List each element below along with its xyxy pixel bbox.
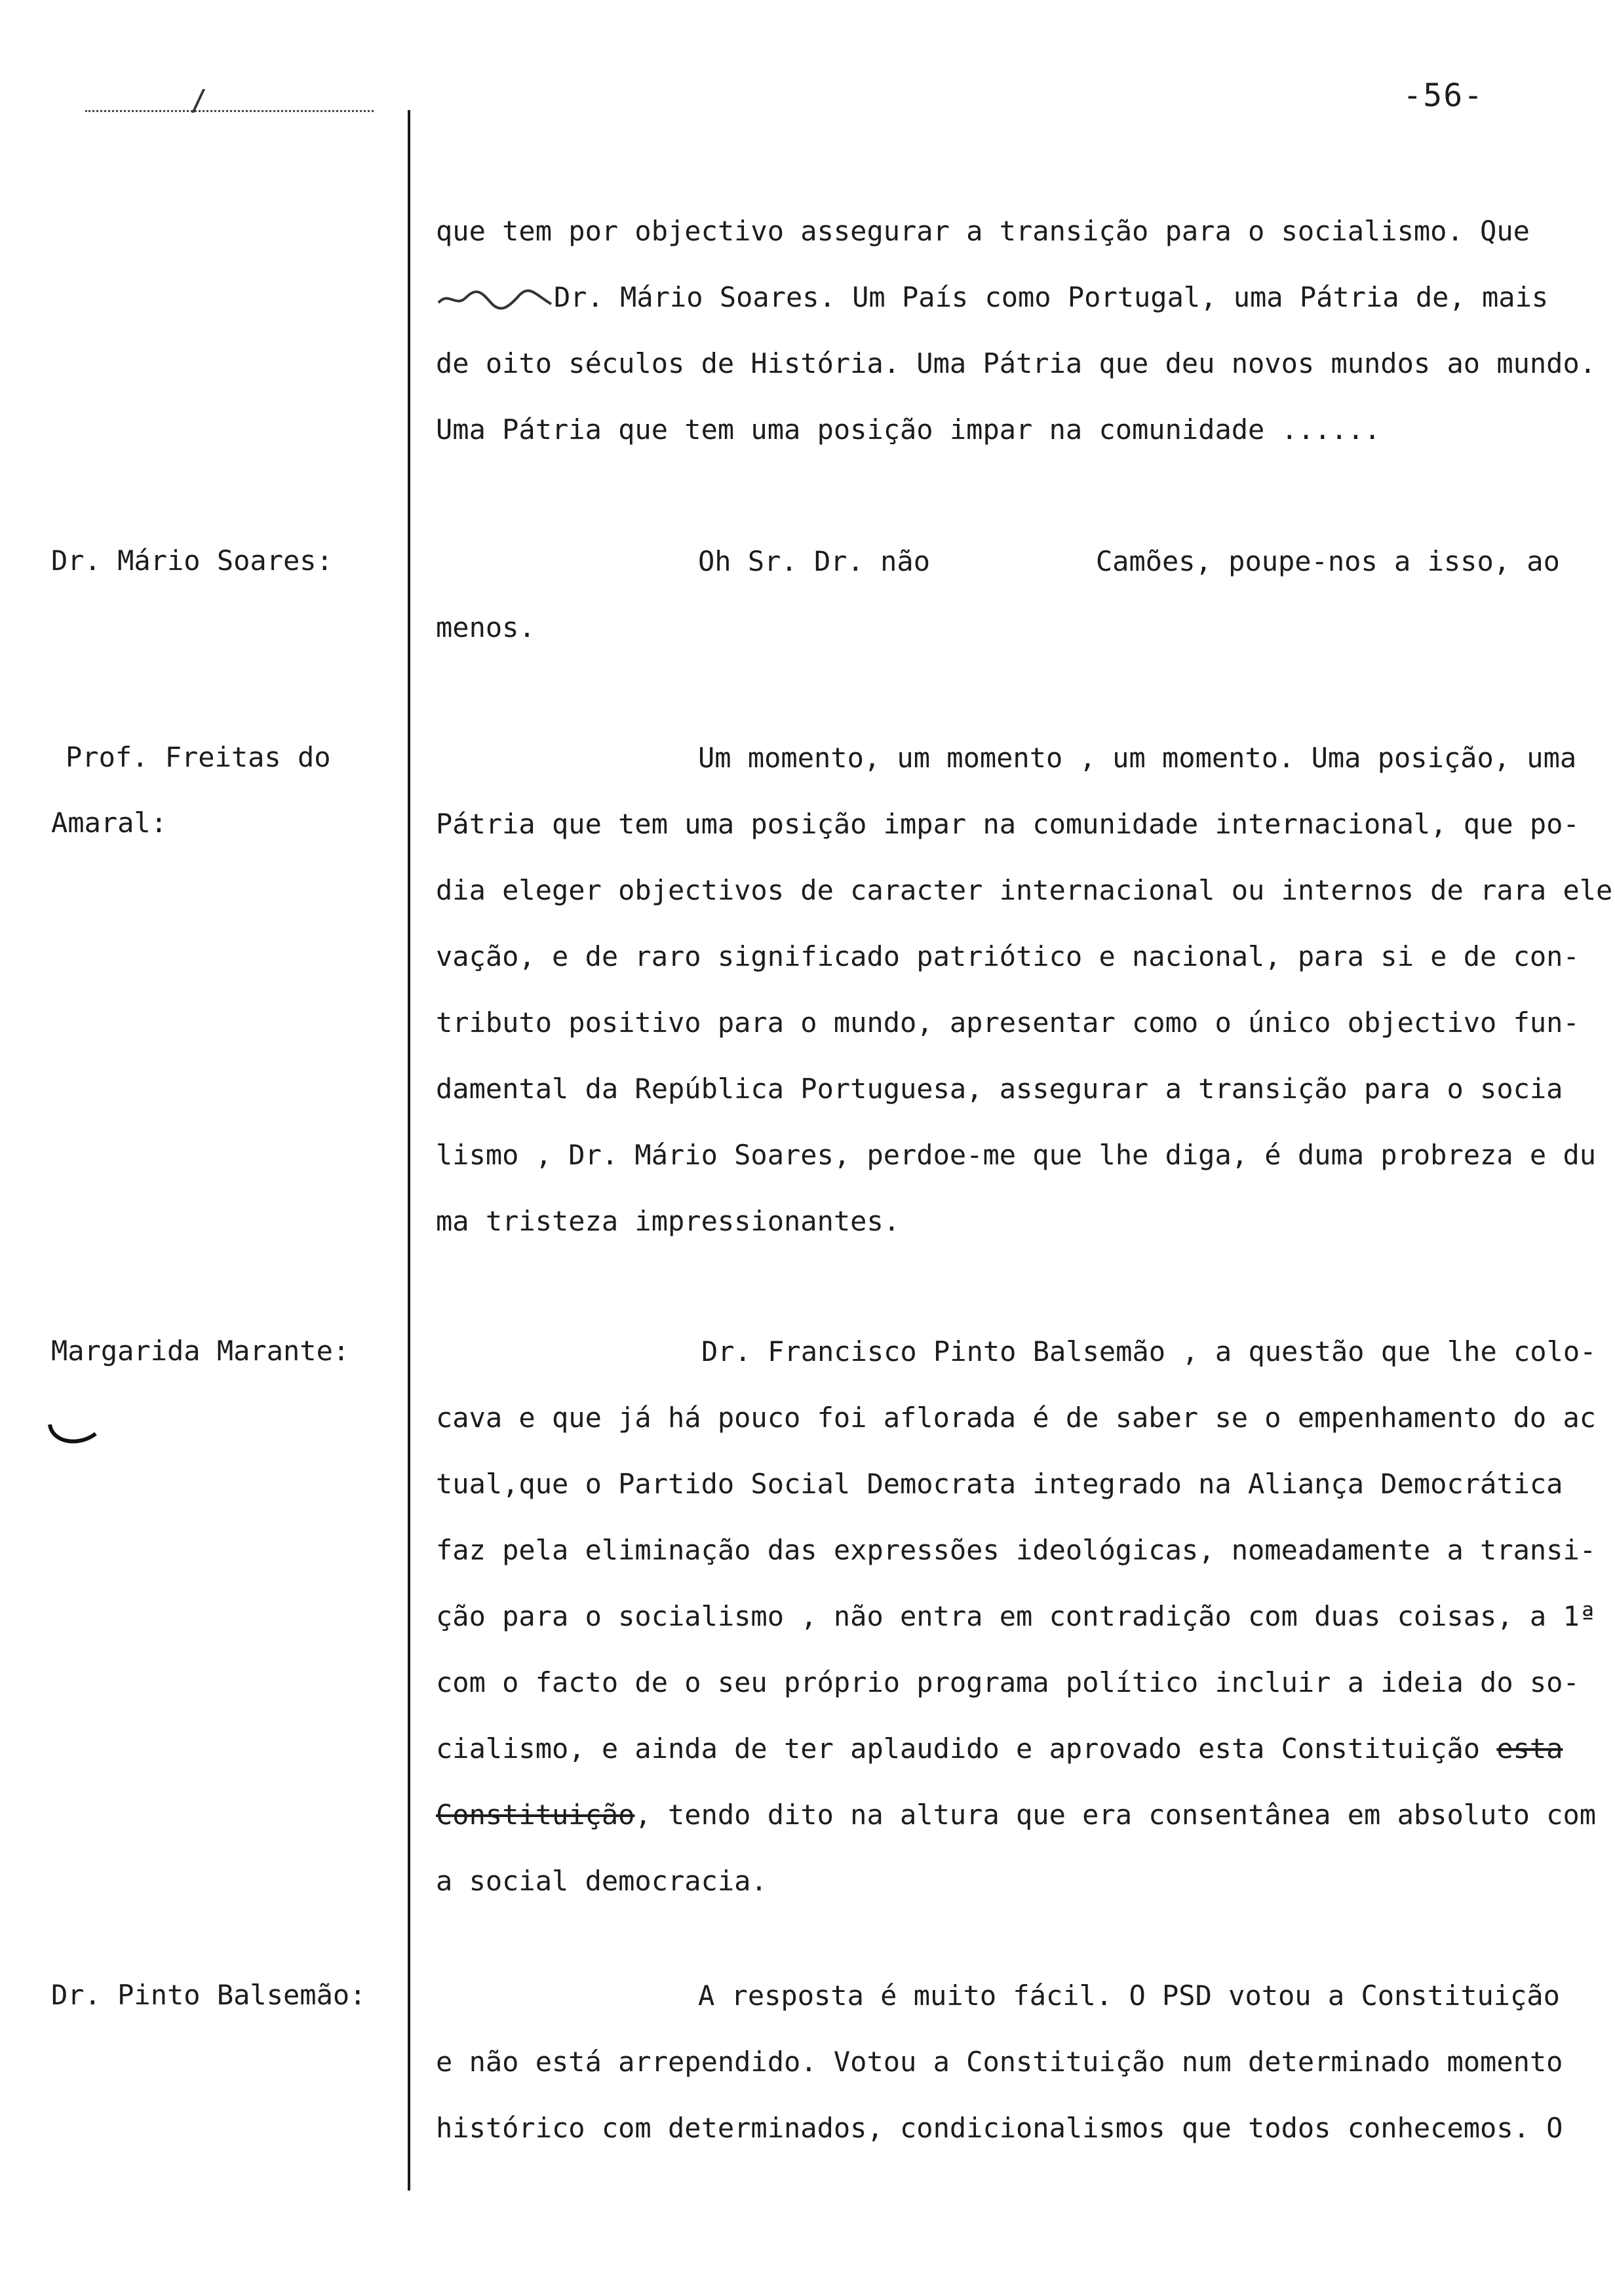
text-line: e não está arrependido. Votou a Constituição num determinado momento (436, 2046, 1563, 2078)
text-line: histórico com determinados, condicionalismos que todos conhecemos. O (436, 2112, 1563, 2144)
text-line-part: , tendo dito na altura que era consentânea em absoluto com (634, 1799, 1597, 1831)
text-line (436, 1782, 1597, 1848)
text-line: cava e que já há pouco foi aflorada é de saber se o empenhamento do ac (436, 1402, 1597, 1434)
text-block-continuation (436, 198, 1597, 463)
scribble-mark (436, 288, 554, 311)
text-line-part: cialismo, e ainda de ter aplaudido e aprovado esta Constituição (436, 1732, 1481, 1765)
text-line (436, 1715, 1576, 1782)
speaker-divider-line (408, 110, 410, 2191)
text-line: Uma Pátria que tem uma posição impar na comunidade ...... (436, 413, 1381, 446)
struck-text: esta (1496, 1732, 1563, 1765)
speaker-label: Dr. Pinto Balsemão: (51, 1979, 366, 2011)
text-block-marante (436, 1318, 1597, 1914)
struck-text: Constituição (436, 1799, 635, 1831)
speaker-label: Prof. Freitas do (66, 741, 331, 773)
text-line: dia eleger objectivos de caracter internacional ou internos de rara ele (436, 874, 1613, 906)
text-line: lismo , Dr. Mário Soares, perdoe-me que lhe diga, é duma probreza e du (436, 1139, 1597, 1171)
text-line: A resposta é muito fácil. O PSD votou a Constituição (698, 1980, 1560, 2012)
text-block-freitas (436, 725, 1613, 1254)
top-slash-mark: / (190, 84, 208, 117)
text-line: de oito séculos de História. Uma Pátria que deu novos mundos ao mundo. (436, 347, 1597, 379)
speaker-label: Margarida Marante: (51, 1335, 350, 1367)
text-line: ma tristeza impressionantes. (436, 1205, 901, 1237)
text-line: a social democracia. (436, 1865, 768, 1897)
text-line: com o facto de o seu próprio programa político incluir a ideia do so- (436, 1666, 1580, 1698)
text-line: menos. (436, 611, 535, 643)
text-line: ção para o socialismo , não entra em contradição com duas coisas, a 1ª (436, 1600, 1597, 1632)
text-line: tual,que o Partido Social Democrata integrado na Aliança Democrática (436, 1468, 1563, 1500)
handwritten-mark (47, 1421, 100, 1447)
text-line (436, 264, 1576, 330)
text-line: Oh Sr. Dr. não Camões, poupe-nos a isso, ao (698, 545, 1560, 577)
speaker-label: Dr. Mário Soares: (51, 545, 333, 577)
speaker-label-continued: Amaral: (51, 807, 168, 839)
page-number: -56- (1403, 77, 1484, 114)
text-line: tributo positivo para o mundo, apresentar como o único objectivo fun- (436, 1006, 1580, 1039)
text-line: Um momento, um momento , um momento. Uma posição, uma (698, 742, 1577, 774)
text-line: Dr. Francisco Pinto Balsemão , a questão que lhe colo- (701, 1335, 1597, 1368)
text-line: que tem por objectivo assegurar a transição para o socialismo. Que (436, 215, 1530, 247)
text-line-rest: Dr. Mário Soares. Um País como Portugal, uma Pátria de, mais (554, 281, 1549, 313)
text-block-soares (436, 528, 1576, 660)
top-dotted-rule (85, 110, 374, 112)
text-block-balsemao (436, 1962, 1576, 2161)
text-line: vação, e de raro significado patriótico e nacional, para si e de con- (436, 940, 1580, 972)
text-line: Pátria que tem uma posição impar na comunidade internacional, que po- (436, 808, 1580, 840)
text-line: damental da República Portuguesa, assegurar a transição para o socia (436, 1073, 1563, 1105)
text-line: faz pela eliminação das expressões ideológicas, nomeadamente a transi- (436, 1534, 1597, 1566)
